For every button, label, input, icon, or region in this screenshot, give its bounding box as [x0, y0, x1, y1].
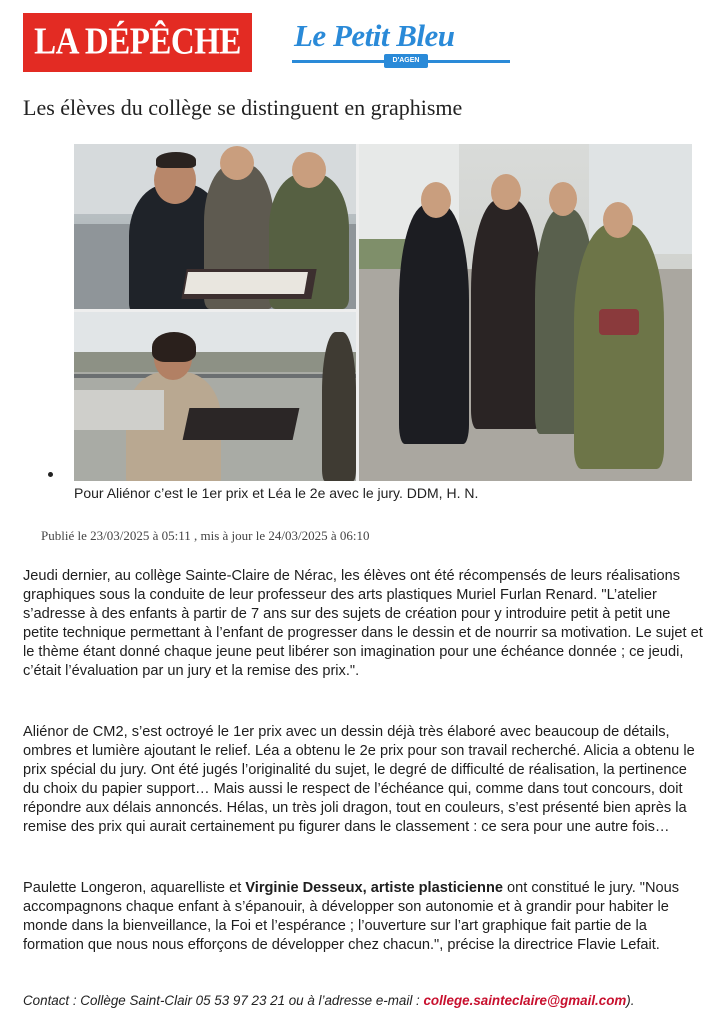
- publication-dates: Publié le 23/03/2025 à 05:11 , mis à jour le 24/03/2025 à 06:10: [41, 528, 370, 543]
- contact-suffix: ).: [626, 993, 635, 1008]
- la-depeche-logo-text: LA DÉPÊCHE: [34, 21, 241, 63]
- article-paragraph: Jeudi dernier, au collège Sainte-Claire de Nérac, les élèves ont été récompensés de leurs réalisations graphiques sous la conduite de leur professeur des arts plastiques Muriel Furlan Renard. "L’atelier s’adresse à des enfants à partir de 7 ans sur des sujets de création pour y introduire petit à petit une petite technique permettant à l’enfant de progresser dans le dessin et de nourrir sa motivation. Le sujet et le thème étant donné chaque jeune peut libérer son imagination pour une échéance donnée ; ce jeudi, c’était l’évaluation par un jury et la remise des prix.".: [23, 568, 703, 679]
- article-paragraph: [23, 879, 703, 955]
- photo-student-with-portfolio: [74, 312, 356, 481]
- paragraph-text: Paulette Longeron, aquarelliste et: [23, 880, 246, 896]
- logo-subtitle: D'AGEN: [384, 54, 428, 68]
- la-depeche-logo[interactable]: [23, 13, 252, 72]
- article-paragraph: Aliénor de CM2, s’est octroyé le 1er prix avec un dessin déjà très élaboré avec beaucoup de détails, ombres et lumière ajoutant le relief. Léa a obtenu le 2e prix pour son travail recherché. Alicia a obtenu le prix spécial du jury. Ont été jugés l’originalité du sujet, le degré de difficulté de réalisation, la pertinence du choix du papier support… Mais aussi le respect de l’échéance qui, comme dans tout concours, doit répondre aux délais annoncés. Hélas, un très joli dragon, tout en couleurs, s’est présenté bien après la remise des prix qui aurait certainement pu figurer dans le classement : ce sera pour une autre fois…: [23, 724, 695, 835]
- caption-bullet: [48, 472, 53, 477]
- paragraph-text: ont constitué le jury. "Nous accompagnons chaque enfant à s’épanouir, à développer son autonomie et à grandir pour habiter le monde dans la bienveillance, la Foi et l’espérance ; l’ouverture sur l’art graphique fait partie de la formation que nous nous efforçons de développer chez chacun.", précise la directrice Flavie Lefait.: [23, 880, 680, 953]
- contact-line: [23, 993, 634, 1008]
- article-title: Les élèves du collège se distinguent en graphisme: [23, 95, 463, 120]
- le-petit-bleu-logo-text: Le Petit Bleu: [294, 18, 455, 53]
- article-photo-collage[interactable]: [74, 144, 692, 481]
- jury-member-name: Virginie Desseux, artiste plasticienne: [245, 880, 503, 896]
- contact-email-link[interactable]: college.sainteclaire@gmail.com: [423, 993, 627, 1008]
- contact-text: Contact : Collège Saint-Clair 05 53 97 23 21 ou à l’adresse e-mail :: [23, 993, 424, 1008]
- photo-jury-group: [359, 144, 692, 481]
- photo-caption: Pour Aliénor c’est le 1er prix et Léa le 2e avec le jury. DDM, H. N.: [74, 485, 479, 501]
- photo-student-with-drawing: [74, 144, 356, 309]
- le-petit-bleu-logo[interactable]: [292, 14, 512, 72]
